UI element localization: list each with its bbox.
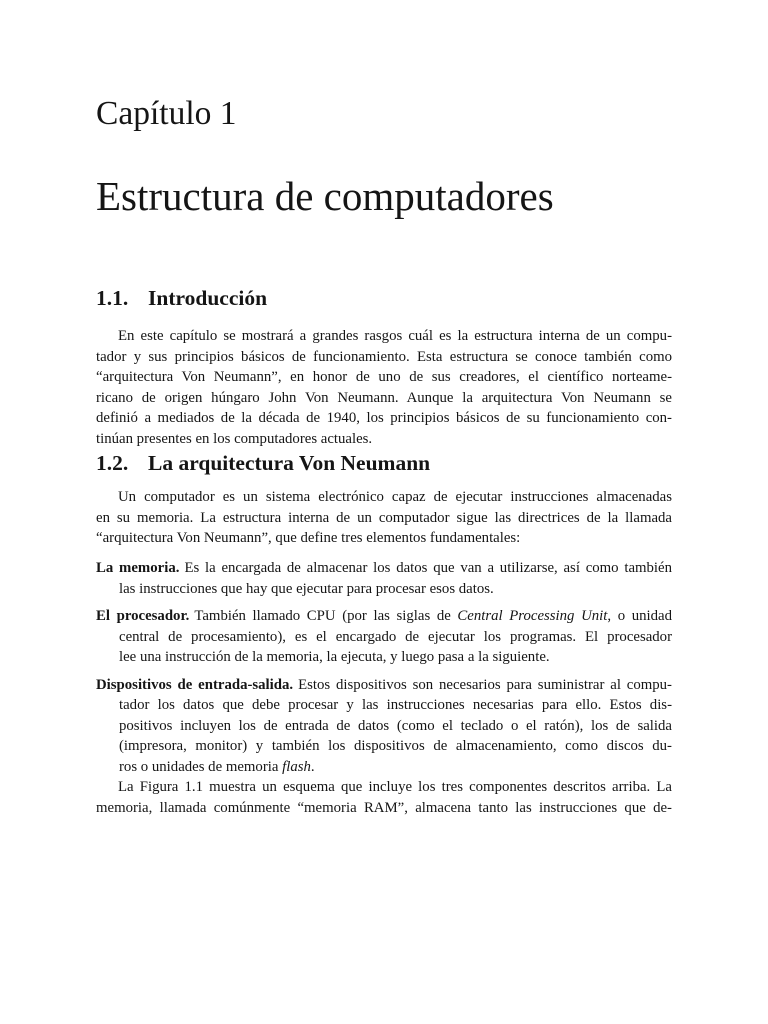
text-line — [96, 408, 672, 429]
text-line — [96, 326, 672, 347]
line-text: las instrucciones que hay que ejecutar para procesar esos datos. — [119, 580, 494, 597]
definition-term: El procesador. — [96, 608, 190, 624]
line-text: . — [310, 758, 315, 775]
paragraph — [96, 326, 672, 449]
section-number: 1.1. — [96, 286, 129, 310]
definition-line — [119, 627, 672, 648]
line-text: tador los datos que debe procesar y las instrucciones necesarias para ello. Estos dis- — [119, 697, 672, 713]
definition-line — [96, 606, 672, 627]
text-line — [96, 777, 672, 798]
text-line — [96, 508, 672, 529]
line-text: en su memoria. La estructura interna de un computador sigue las directrices de la llamada — [96, 509, 672, 526]
chapter-label: Capítulo 1 — [96, 95, 237, 132]
line-text: “arquitectura Von Neumann”, que define tres elementos fundamentales: — [96, 530, 521, 546]
text-line — [96, 528, 672, 549]
section-arquitectura-von-neumann — [96, 449, 672, 818]
definition-line — [96, 675, 672, 696]
definition-item-procesador — [96, 606, 672, 668]
line-text: tinúan presentes en los computadores actuales. — [96, 430, 373, 447]
line-text: En este capítulo se mostrará a grandes rasgos cuál es la estructura interna de un compu- — [118, 328, 672, 344]
line-text: memoria, llamada comúnmente “memoria RAM”, almacena tanto las instrucciones que de- — [96, 799, 672, 816]
chapter-header — [96, 94, 672, 220]
line-text: positivos incluyen los de entrada de datos (como el teclado o el ratón), los de salida — [119, 717, 672, 734]
definition-item-memoria — [96, 558, 672, 599]
line-text: Es la encargada de almacenar los datos que van a utilizarse, así como también — [184, 560, 672, 576]
definition-list — [96, 558, 672, 777]
definition-line — [119, 716, 672, 737]
line-text: Un computador es un sistema electrónico capaz de ejecutar instrucciones almacenadas — [118, 489, 672, 505]
text-line — [96, 388, 672, 409]
line-text: ros o unidades de memoria — [119, 758, 283, 775]
emphasis: flash — [282, 758, 311, 775]
section-introduccion — [96, 284, 672, 449]
text-line — [96, 429, 672, 450]
line-text: lee una instrucción de la memoria, la ejecuta, y luego pasa a la siguiente. — [119, 649, 550, 665]
definition-line — [119, 579, 672, 600]
line-text: “arquitectura Von Neumann”, en honor de uno de sus creadores, el científico norteame- — [96, 369, 672, 385]
definition-term: La memoria. — [96, 560, 180, 576]
line-text: Estos dispositivos son necesarios para suministrar al compu- — [298, 676, 672, 693]
text-line — [96, 798, 672, 819]
section-number: 1.2. — [96, 451, 129, 475]
definition-line — [119, 647, 672, 668]
definition-term: Dispositivos de entrada-salida. — [96, 676, 294, 693]
section-heading — [96, 284, 672, 312]
line-text: (impresora, monitor) y también los dispositivos de almacenamiento, como discos du- — [119, 738, 672, 754]
emphasis: Central Processing Unit — [457, 608, 608, 624]
line-text: ricano de origen húngaro John Von Neumann. Aunque la arquitectura Von Neumann se — [96, 389, 672, 406]
line-text: definió a mediados de la década de 1940, los principios básicos de su funcionamiento con- — [96, 410, 672, 426]
line-text: También llamado CPU (por las siglas de — [194, 608, 458, 624]
section-title: La arquitectura Von Neumann — [148, 451, 431, 475]
paragraph — [96, 487, 672, 549]
line-text: tador y sus principios básicos de funcionamiento. Esta estructura se conoce también como — [96, 348, 672, 365]
line-text: , o unidad — [607, 608, 672, 624]
line-text: La Figura 1.1 muestra un esquema que incluye los tres componentes descritos arriba. La — [118, 779, 672, 795]
text-line — [96, 367, 672, 388]
text-line — [96, 347, 672, 368]
text-line — [96, 487, 672, 508]
definition-item-dispositivos — [96, 675, 672, 778]
line-text: central de procesamiento), es el encargado de ejecutar los programas. El procesador — [119, 628, 672, 645]
section-title: Introducción — [148, 286, 268, 310]
section-heading — [96, 449, 672, 477]
definition-line — [119, 695, 672, 716]
definition-line — [96, 558, 672, 579]
chapter-title: Estructura de computadores — [96, 173, 554, 219]
definition-line — [119, 736, 672, 757]
paragraph — [96, 777, 672, 818]
definition-line — [119, 757, 672, 778]
